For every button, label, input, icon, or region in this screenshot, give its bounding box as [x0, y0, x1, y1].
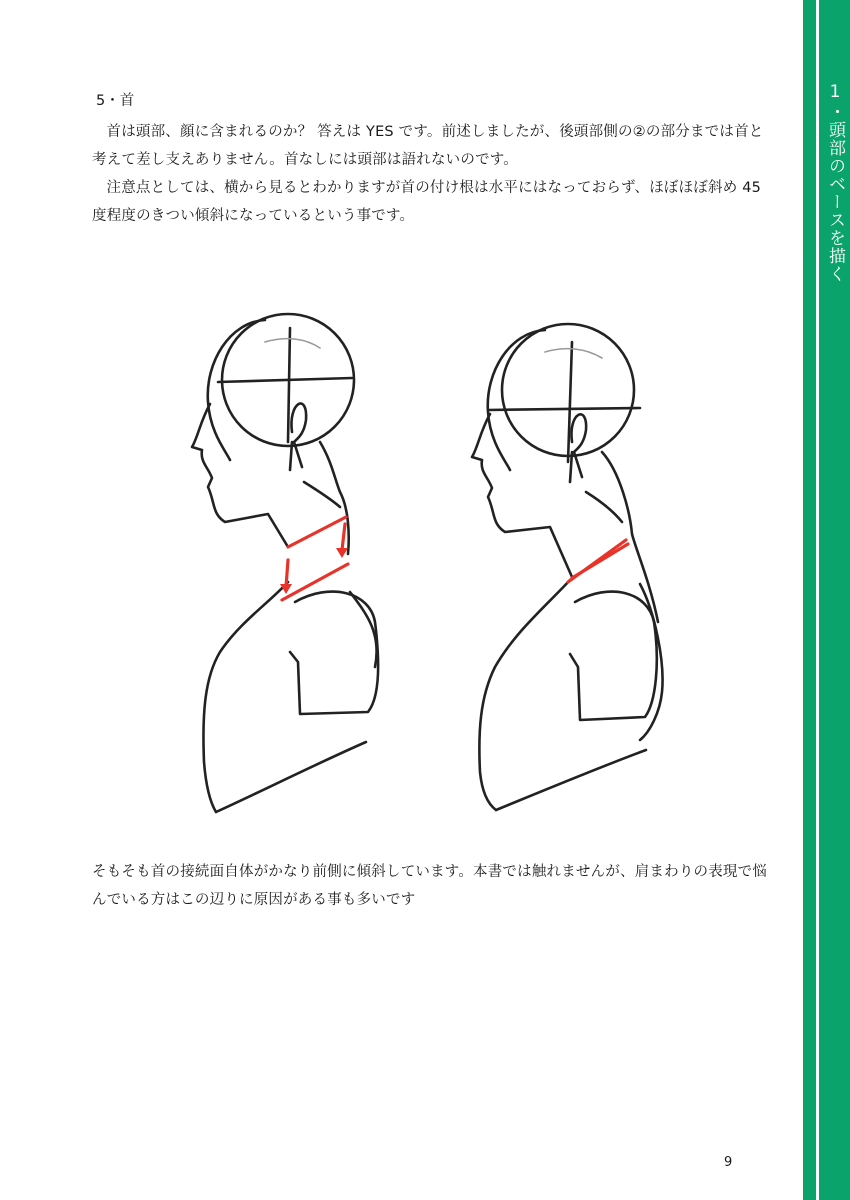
body-text [92, 90, 772, 230]
chapter-tab-label: 1・頭部のベースを描く [825, 82, 845, 283]
right-head-sketch [472, 324, 663, 810]
section-heading: 5・首 [96, 93, 135, 109]
left-head-sketch [192, 314, 378, 812]
left-neck-highlight [280, 517, 348, 600]
page-number: 9 [724, 1155, 733, 1170]
figure-caption: そもそも首の接続面自体がかなり前側に傾斜しています。本書では触れませんが、肩まわりの表現で悩んでいる方はこの辺りに原因がある事も多いです [92, 864, 768, 908]
paragraph-2: 注意点としては、横から見るとわかりますが首の付け根は水平にはなっておらず、ほぼほぼ斜め 45 度程度のきつい傾斜になっているという事です。 [92, 180, 762, 224]
right-neck-highlight [568, 540, 628, 582]
neck-illustration [170, 292, 690, 822]
neck-sketch-svg [170, 292, 690, 822]
paragraph-1: 首は頭部、顔に含まれるのか？ 答えは YES です。前述しましたが、後頭部側の②の部分までは首と考えて差し支えありません。首なしには頭部は語れないのです。 [92, 124, 764, 168]
